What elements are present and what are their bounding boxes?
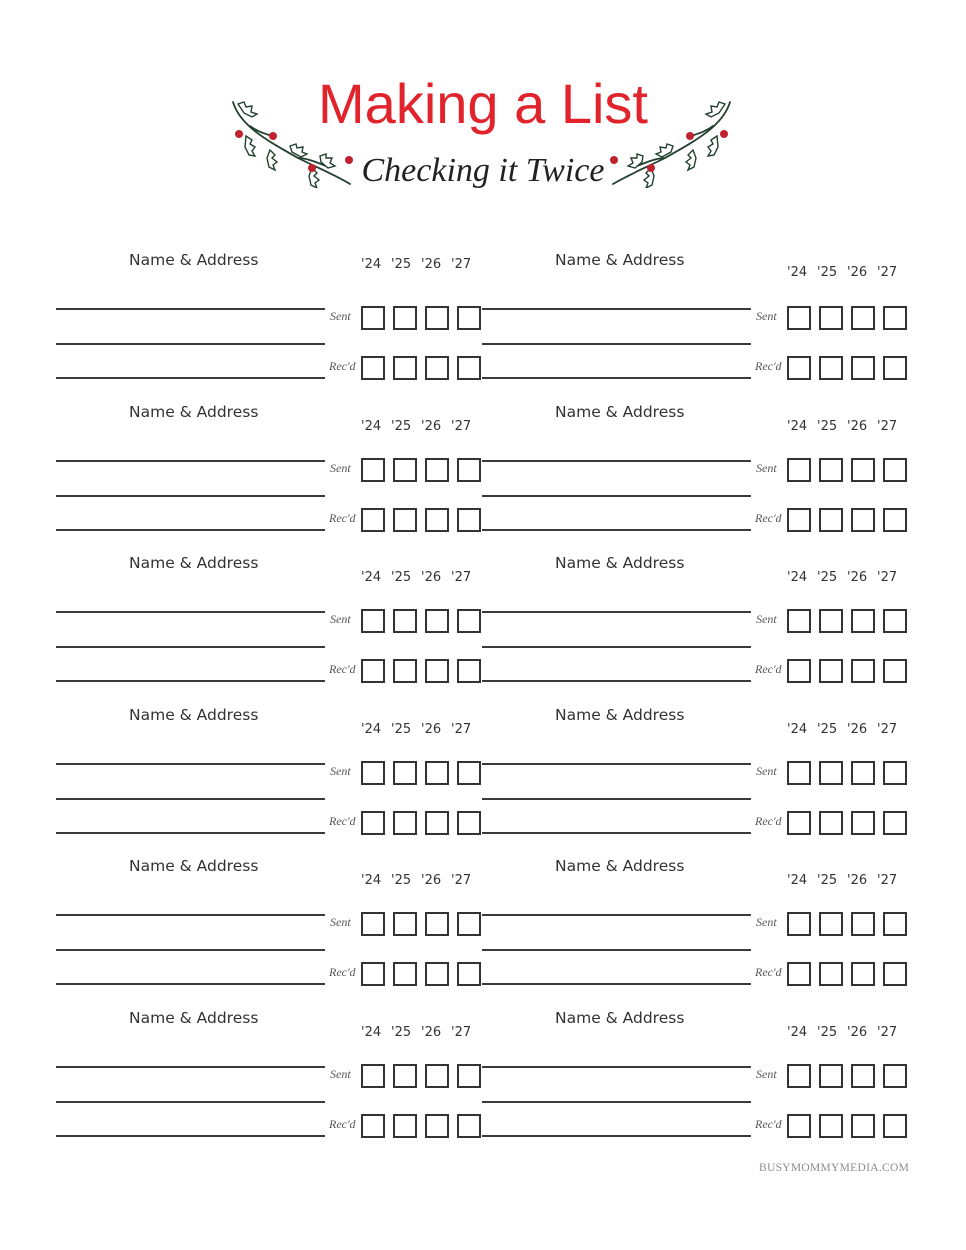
address-line-3[interactable] — [482, 832, 751, 834]
sent-checkboxes — [787, 912, 907, 936]
received-checkbox-25[interactable] — [819, 962, 843, 986]
year-header: '25 — [391, 721, 412, 737]
year-header: '25 — [817, 265, 838, 280]
address-line-1[interactable] — [56, 763, 325, 765]
received-checkbox-26[interactable] — [425, 356, 449, 380]
received-checkbox-27[interactable] — [457, 659, 481, 683]
sent-checkbox-27[interactable] — [883, 912, 907, 936]
received-checkbox-25[interactable] — [393, 508, 417, 532]
year-header: '27 — [451, 257, 472, 272]
year-header: '24 — [787, 570, 808, 585]
sent-checkbox-26[interactable] — [851, 609, 875, 633]
name-address-label: Name & Address — [129, 857, 259, 875]
sent-checkbox-24[interactable] — [787, 609, 811, 633]
received-checkbox-25[interactable] — [393, 811, 417, 835]
address-line-3[interactable] — [482, 529, 751, 531]
address-line-1[interactable] — [482, 308, 751, 310]
received-label: Rec'd — [329, 813, 356, 828]
sent-checkbox-27[interactable] — [457, 306, 481, 330]
received-checkboxes — [361, 962, 481, 986]
address-line-2[interactable] — [482, 646, 751, 648]
address-line-2[interactable] — [482, 1101, 751, 1103]
year-header: '26 — [847, 1024, 868, 1040]
sent-label: Sent — [756, 915, 777, 929]
received-checkbox-25[interactable] — [819, 1114, 843, 1138]
sent-checkboxes — [361, 306, 481, 330]
sent-checkbox-26[interactable] — [425, 1064, 449, 1088]
received-checkbox-27[interactable] — [457, 1114, 481, 1138]
received-checkbox-26[interactable] — [851, 1114, 875, 1138]
sent-label: Sent — [330, 460, 351, 475]
sent-checkbox-25[interactable] — [393, 306, 417, 330]
address-line-1[interactable] — [482, 914, 751, 916]
sent-checkboxes — [361, 458, 481, 482]
received-checkbox-24[interactable] — [787, 508, 811, 532]
received-checkboxes — [787, 962, 907, 986]
received-checkbox-25[interactable] — [393, 1114, 417, 1138]
name-address-label: Name & Address — [555, 857, 685, 875]
received-checkbox-24[interactable] — [787, 962, 811, 986]
card-entry — [56, 553, 486, 703]
received-checkbox-27[interactable] — [457, 962, 481, 986]
card-entry — [56, 402, 486, 552]
card-entry — [56, 250, 486, 400]
sent-checkbox-27[interactable] — [883, 458, 907, 482]
sent-label: Sent — [330, 612, 351, 626]
received-checkbox-24[interactable] — [787, 659, 811, 683]
received-checkbox-25[interactable] — [819, 508, 843, 532]
address-line-2[interactable] — [56, 646, 325, 648]
received-checkbox-24[interactable] — [361, 508, 385, 532]
received-checkboxes — [787, 508, 907, 532]
name-address-label: Name & Address — [129, 402, 259, 421]
year-headers — [787, 265, 907, 280]
year-header: '27 — [451, 873, 472, 888]
year-header: '26 — [421, 873, 442, 888]
year-header: '24 — [787, 265, 808, 280]
year-header: '25 — [817, 418, 838, 434]
sent-checkboxes — [361, 912, 481, 936]
year-header: '25 — [817, 1024, 838, 1040]
received-checkbox-26[interactable] — [425, 962, 449, 986]
sent-label: Sent — [756, 763, 777, 778]
received-label: Rec'd — [329, 510, 356, 525]
address-line-2[interactable] — [482, 343, 751, 345]
sent-checkboxes — [787, 761, 907, 785]
received-checkboxes — [787, 1114, 907, 1138]
received-checkbox-27[interactable] — [457, 356, 481, 380]
sent-checkbox-26[interactable] — [851, 761, 875, 785]
address-line-2[interactable] — [56, 949, 325, 951]
received-checkbox-25[interactable] — [393, 962, 417, 986]
sent-checkbox-27[interactable] — [457, 458, 481, 482]
received-checkbox-24[interactable] — [787, 356, 811, 380]
year-header: '27 — [877, 570, 898, 585]
received-checkbox-24[interactable] — [361, 962, 385, 986]
received-checkbox-27[interactable] — [883, 811, 907, 835]
received-checkbox-24[interactable] — [361, 1114, 385, 1138]
sent-checkbox-26[interactable] — [851, 1064, 875, 1088]
sent-label: Sent — [756, 1066, 777, 1081]
address-line-3[interactable] — [56, 680, 325, 682]
sent-checkbox-25[interactable] — [819, 1064, 843, 1088]
sent-checkbox-25[interactable] — [819, 912, 843, 936]
address-line-3[interactable] — [482, 983, 751, 985]
sent-checkbox-24[interactable] — [787, 1064, 811, 1088]
year-header: '24 — [361, 873, 382, 888]
received-checkbox-26[interactable] — [425, 811, 449, 835]
address-line-3[interactable] — [482, 680, 751, 682]
year-header: '24 — [361, 257, 382, 272]
received-checkbox-24[interactable] — [787, 811, 811, 835]
year-header: '24 — [787, 1024, 808, 1040]
footer-credit: BUSYMOMMYMEDIA.COM — [759, 1162, 910, 1174]
sent-checkbox-27[interactable] — [883, 761, 907, 785]
year-header: '27 — [451, 418, 472, 434]
year-header: '26 — [847, 570, 868, 585]
year-header: '25 — [391, 1024, 412, 1040]
address-line-1[interactable] — [56, 914, 325, 916]
address-line-1[interactable] — [482, 611, 751, 613]
received-checkbox-25[interactable] — [393, 356, 417, 380]
sent-checkbox-24[interactable] — [361, 912, 385, 936]
received-label: Rec'd — [329, 662, 356, 676]
sent-checkboxes — [787, 1064, 907, 1088]
sent-checkbox-27[interactable] — [883, 609, 907, 633]
name-address-label: Name & Address — [555, 554, 685, 572]
address-line-2[interactable] — [482, 949, 751, 951]
name-address-label: Name & Address — [555, 705, 685, 724]
year-header: '24 — [361, 1024, 382, 1040]
sent-checkbox-24[interactable] — [787, 761, 811, 785]
address-line-3[interactable] — [56, 377, 325, 379]
sent-checkbox-25[interactable] — [393, 912, 417, 936]
sent-checkbox-25[interactable] — [393, 761, 417, 785]
year-header: '24 — [787, 418, 808, 434]
year-header: '25 — [817, 873, 838, 888]
sent-label: Sent — [330, 915, 351, 929]
received-label: Rec'd — [329, 965, 356, 979]
sent-checkbox-26[interactable] — [425, 609, 449, 633]
year-header: '24 — [787, 873, 808, 888]
card-entry — [482, 856, 912, 1006]
year-header: '27 — [451, 721, 472, 737]
year-header: '26 — [421, 570, 442, 585]
sent-checkbox-26[interactable] — [425, 761, 449, 785]
sent-checkboxes — [787, 458, 907, 482]
year-header: '24 — [361, 570, 382, 585]
year-header: '26 — [847, 265, 868, 280]
received-checkbox-27[interactable] — [883, 1114, 907, 1138]
sent-checkbox-24[interactable] — [787, 912, 811, 936]
received-label: Rec'd — [755, 359, 782, 373]
sent-checkbox-27[interactable] — [883, 1064, 907, 1088]
year-headers — [361, 1025, 481, 1040]
page-subtitle: Checking it Twice — [361, 152, 605, 189]
card-entry — [482, 250, 912, 400]
received-checkboxes — [361, 508, 481, 532]
received-checkbox-27[interactable] — [883, 962, 907, 986]
year-headers — [361, 722, 481, 737]
sent-checkbox-25[interactable] — [393, 458, 417, 482]
card-entry — [482, 553, 912, 703]
address-line-1[interactable] — [482, 763, 751, 765]
received-checkbox-26[interactable] — [425, 1114, 449, 1138]
received-label: Rec'd — [755, 813, 782, 828]
sent-checkbox-24[interactable] — [361, 306, 385, 330]
sent-checkbox-26[interactable] — [851, 306, 875, 330]
address-line-3[interactable] — [56, 832, 325, 834]
year-headers — [361, 419, 481, 434]
received-checkbox-27[interactable] — [457, 811, 481, 835]
year-header: '27 — [451, 570, 472, 585]
received-checkboxes — [361, 356, 481, 380]
sent-checkbox-27[interactable] — [457, 761, 481, 785]
sent-checkbox-27[interactable] — [457, 912, 481, 936]
card-entry — [56, 1008, 486, 1158]
address-line-2[interactable] — [56, 798, 325, 800]
address-line-2[interactable] — [482, 798, 751, 800]
name-address-label: Name & Address — [129, 1008, 259, 1027]
received-checkbox-24[interactable] — [361, 659, 385, 683]
year-header: '25 — [391, 418, 412, 434]
address-line-2[interactable] — [482, 495, 751, 497]
sent-label: Sent — [330, 309, 351, 323]
card-entry — [482, 705, 912, 855]
sent-checkboxes — [787, 306, 907, 330]
name-address-label: Name & Address — [129, 251, 259, 269]
name-address-label: Name & Address — [555, 1008, 685, 1027]
received-label: Rec'd — [755, 965, 782, 979]
sent-label: Sent — [330, 763, 351, 778]
year-header: '26 — [847, 873, 868, 888]
year-header: '26 — [847, 721, 868, 737]
year-header: '27 — [877, 873, 898, 888]
year-headers — [361, 873, 481, 888]
year-header: '26 — [421, 257, 442, 272]
sent-checkbox-25[interactable] — [819, 458, 843, 482]
received-label: Rec'd — [755, 1116, 782, 1131]
year-header: '27 — [877, 265, 898, 280]
received-checkbox-25[interactable] — [393, 659, 417, 683]
year-headers — [787, 1025, 907, 1040]
name-address-label: Name & Address — [555, 251, 685, 269]
year-header: '25 — [391, 873, 412, 888]
address-line-1[interactable] — [482, 460, 751, 462]
year-headers — [787, 722, 907, 737]
received-checkboxes — [361, 811, 481, 835]
sent-label: Sent — [330, 1066, 351, 1081]
card-entry — [56, 705, 486, 855]
year-headers — [787, 570, 907, 585]
received-checkbox-26[interactable] — [851, 659, 875, 683]
received-label: Rec'd — [755, 662, 782, 676]
sent-checkbox-27[interactable] — [457, 609, 481, 633]
sent-checkbox-25[interactable] — [819, 609, 843, 633]
address-line-1[interactable] — [56, 460, 325, 462]
name-address-label: Name & Address — [555, 402, 685, 421]
received-checkbox-27[interactable] — [883, 356, 907, 380]
year-header: '25 — [817, 721, 838, 737]
received-checkbox-26[interactable] — [425, 659, 449, 683]
sent-checkboxes — [787, 609, 907, 633]
received-checkbox-26[interactable] — [851, 962, 875, 986]
year-header: '25 — [391, 570, 412, 585]
address-line-2[interactable] — [56, 1101, 325, 1103]
received-label: Rec'd — [329, 359, 356, 373]
received-checkbox-26[interactable] — [851, 508, 875, 532]
address-line-3[interactable] — [482, 1135, 751, 1137]
sent-checkbox-26[interactable] — [851, 912, 875, 936]
address-line-1[interactable] — [482, 1066, 751, 1068]
sent-checkboxes — [361, 1064, 481, 1088]
received-checkbox-24[interactable] — [361, 811, 385, 835]
sent-checkbox-24[interactable] — [361, 609, 385, 633]
received-checkbox-25[interactable] — [819, 659, 843, 683]
year-header: '26 — [847, 418, 868, 434]
received-checkboxes — [361, 659, 481, 683]
received-checkbox-25[interactable] — [819, 811, 843, 835]
year-header: '26 — [421, 721, 442, 737]
address-line-1[interactable] — [56, 308, 325, 310]
sent-checkbox-26[interactable] — [851, 458, 875, 482]
sent-checkbox-27[interactable] — [457, 1064, 481, 1088]
received-checkbox-24[interactable] — [361, 356, 385, 380]
year-header: '27 — [451, 1024, 472, 1040]
year-header: '24 — [361, 721, 382, 737]
sent-label: Sent — [756, 612, 777, 626]
received-checkbox-27[interactable] — [457, 508, 481, 532]
received-checkbox-24[interactable] — [787, 1114, 811, 1138]
year-headers — [361, 570, 481, 585]
card-entry — [482, 402, 912, 552]
sent-checkbox-26[interactable] — [425, 306, 449, 330]
received-checkboxes — [787, 659, 907, 683]
address-line-3[interactable] — [56, 983, 325, 985]
sent-checkbox-24[interactable] — [361, 761, 385, 785]
sent-checkbox-25[interactable] — [819, 761, 843, 785]
sent-checkbox-24[interactable] — [361, 458, 385, 482]
sent-label: Sent — [756, 460, 777, 475]
address-line-1[interactable] — [56, 611, 325, 613]
sent-checkboxes — [361, 761, 481, 785]
year-header: '25 — [817, 570, 838, 585]
sent-checkbox-26[interactable] — [425, 458, 449, 482]
year-headers — [787, 419, 907, 434]
card-entry — [482, 1008, 912, 1158]
year-header: '26 — [421, 1024, 442, 1040]
sent-checkbox-24[interactable] — [787, 306, 811, 330]
received-checkboxes — [787, 356, 907, 380]
year-header: '24 — [787, 721, 808, 737]
year-header: '27 — [877, 721, 898, 737]
received-checkbox-26[interactable] — [851, 811, 875, 835]
received-checkbox-27[interactable] — [883, 508, 907, 532]
received-checkbox-25[interactable] — [819, 356, 843, 380]
page-title: Making a List — [318, 72, 648, 135]
sent-checkbox-25[interactable] — [819, 306, 843, 330]
sent-label: Sent — [756, 309, 777, 323]
address-line-1[interactable] — [56, 1066, 325, 1068]
received-checkbox-27[interactable] — [883, 659, 907, 683]
received-checkboxes — [361, 1114, 481, 1138]
year-header: '27 — [877, 1024, 898, 1040]
year-headers — [787, 873, 907, 888]
card-entry — [56, 856, 486, 1006]
received-label: Rec'd — [329, 1116, 356, 1131]
address-line-3[interactable] — [482, 377, 751, 379]
address-line-2[interactable] — [56, 343, 325, 345]
name-address-label: Name & Address — [129, 554, 259, 572]
address-line-2[interactable] — [56, 495, 325, 497]
year-header: '27 — [877, 418, 898, 434]
year-header: '24 — [361, 418, 382, 434]
received-checkbox-26[interactable] — [425, 508, 449, 532]
received-label: Rec'd — [755, 510, 782, 525]
sent-checkbox-25[interactable] — [393, 609, 417, 633]
sent-checkboxes — [361, 609, 481, 633]
sent-checkbox-24[interactable] — [361, 1064, 385, 1088]
received-checkbox-26[interactable] — [851, 356, 875, 380]
address-line-3[interactable] — [56, 529, 325, 531]
name-address-label: Name & Address — [129, 705, 259, 724]
address-line-3[interactable] — [56, 1135, 325, 1137]
sent-checkbox-26[interactable] — [425, 912, 449, 936]
sent-checkbox-25[interactable] — [393, 1064, 417, 1088]
sent-checkbox-27[interactable] — [883, 306, 907, 330]
year-header: '26 — [421, 418, 442, 434]
year-header: '25 — [391, 257, 412, 272]
received-checkboxes — [787, 811, 907, 835]
sent-checkbox-24[interactable] — [787, 458, 811, 482]
year-headers — [361, 257, 481, 272]
